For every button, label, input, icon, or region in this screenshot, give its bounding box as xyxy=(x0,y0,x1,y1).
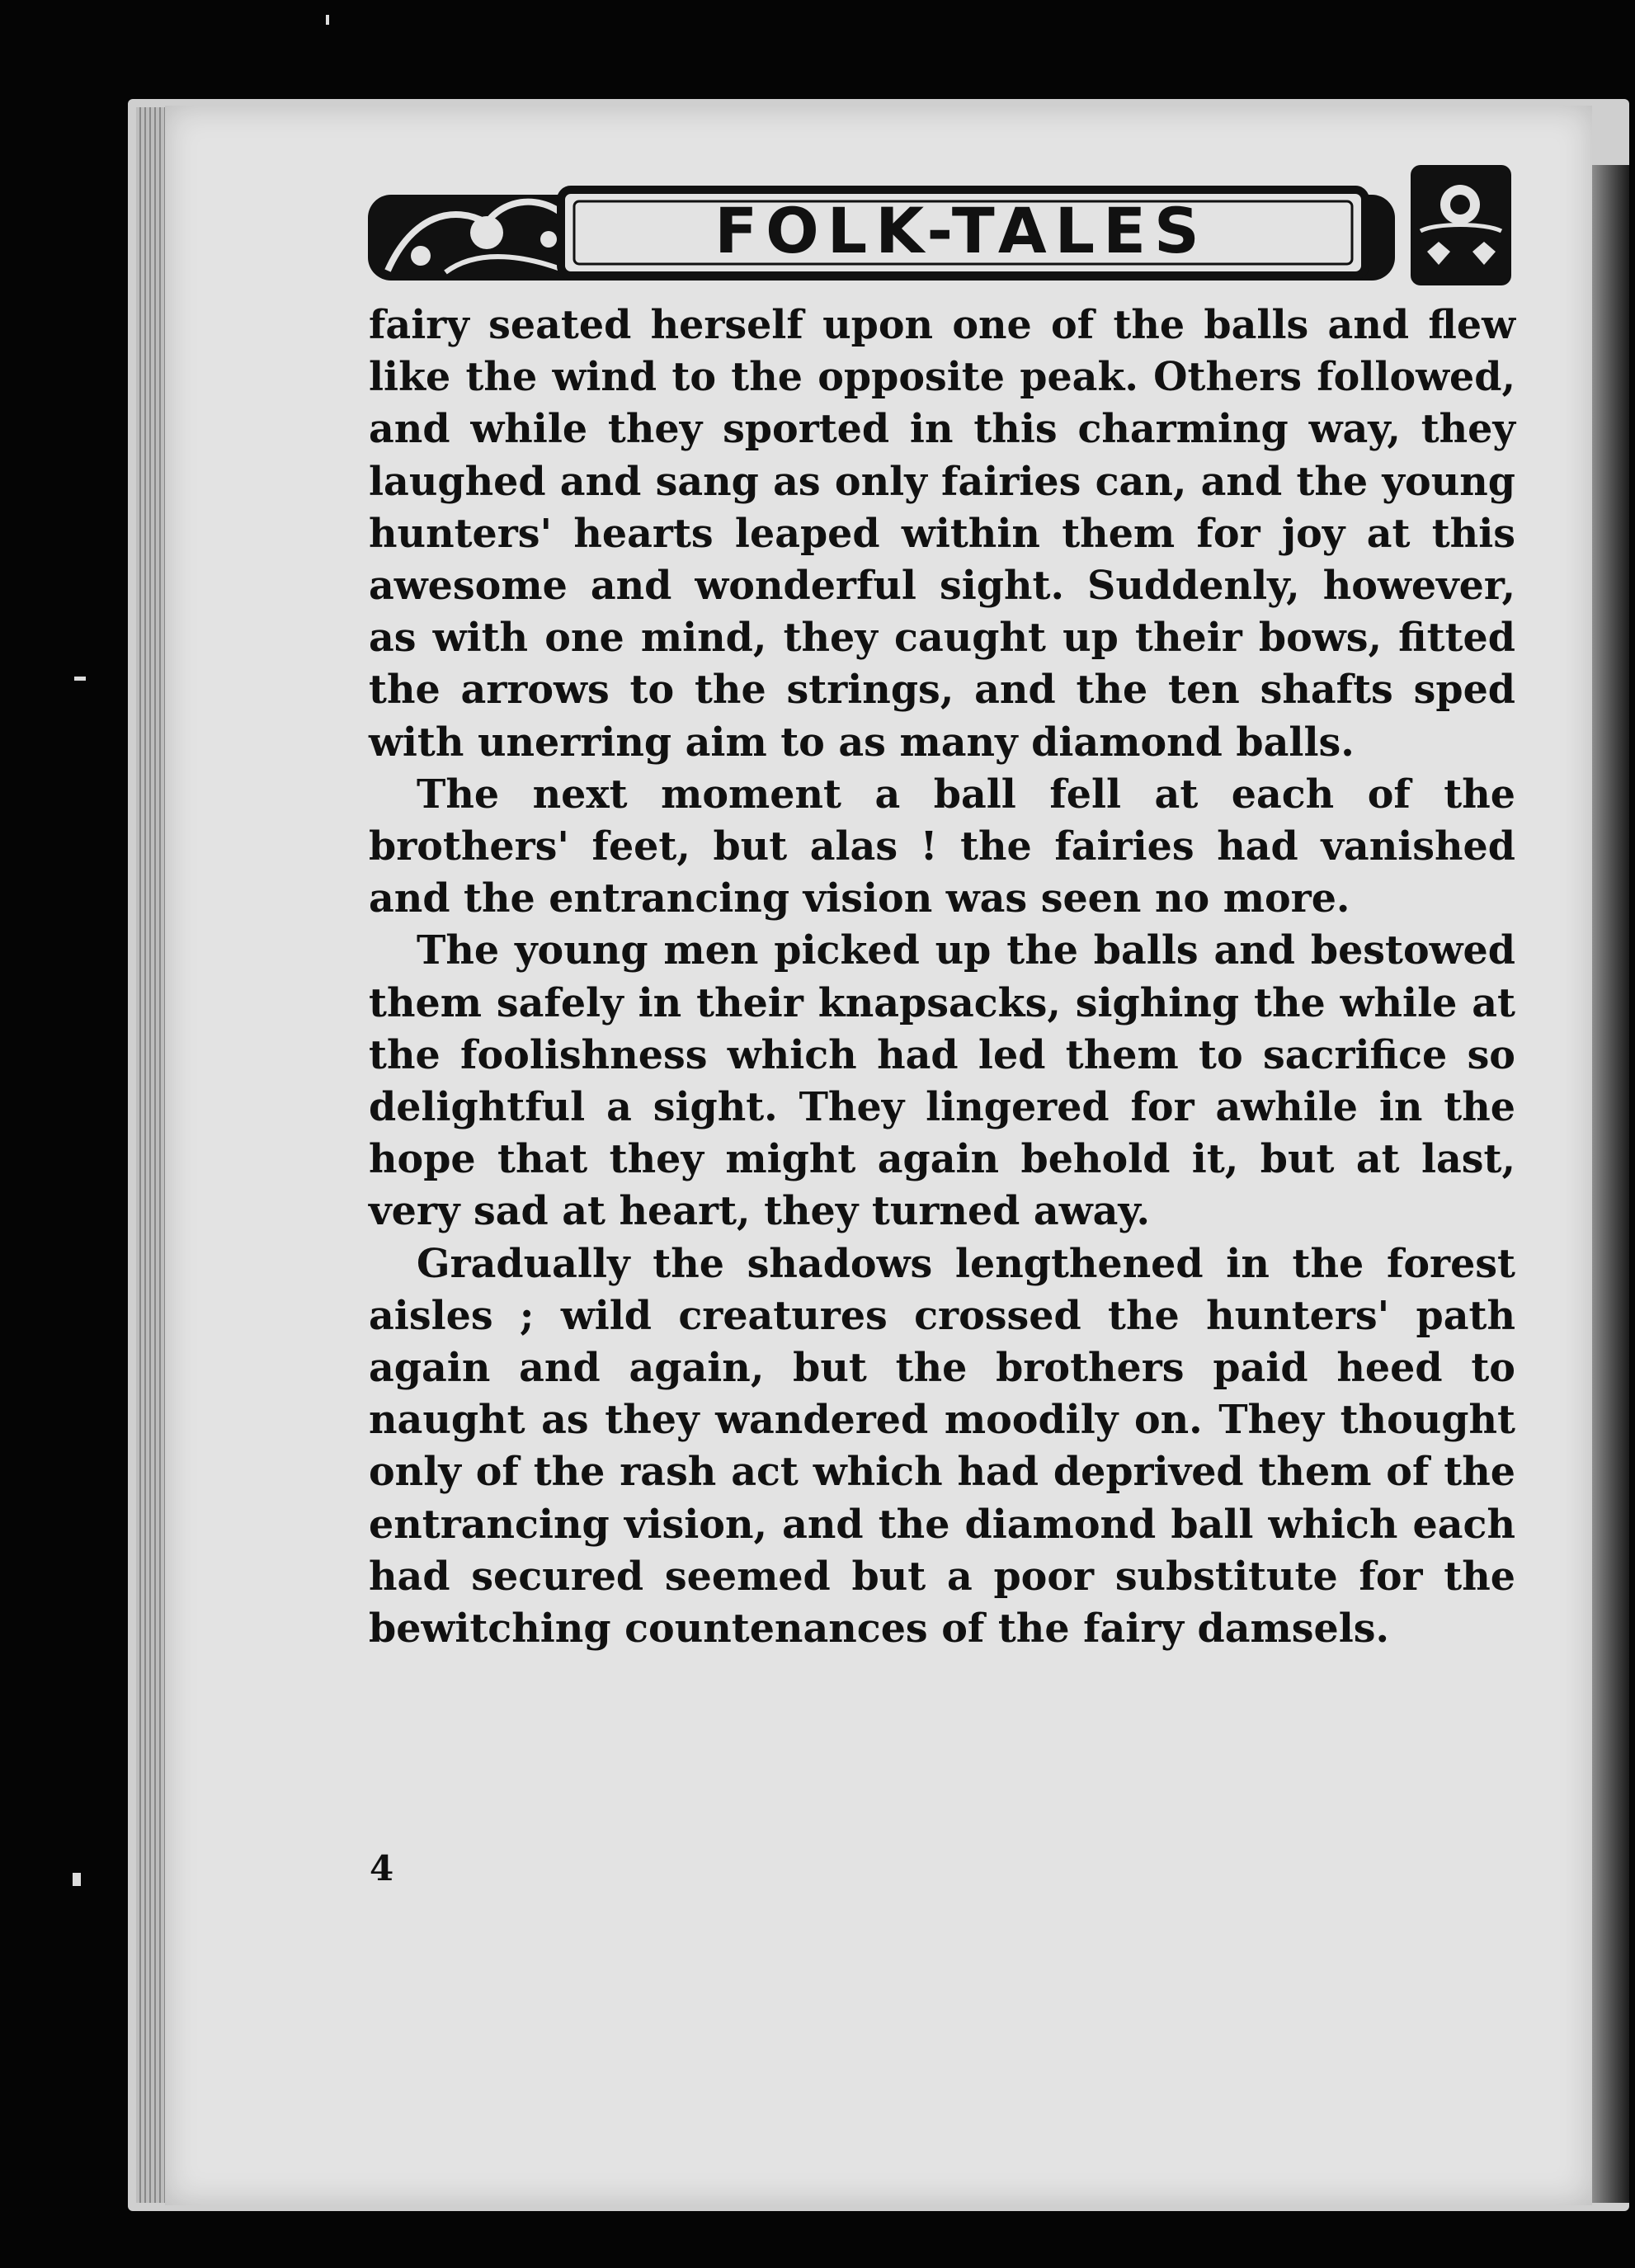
page-edges xyxy=(136,107,169,2203)
page-number: 4 xyxy=(370,1848,394,1888)
right-rose-ornament-icon xyxy=(1411,165,1511,285)
book-spine-shadow xyxy=(1588,165,1629,2203)
header-banner xyxy=(363,165,1514,297)
body-text xyxy=(369,299,1515,1655)
paragraph: Gradually the shadows lengthened in the forest aisles ; wild creatures crossed the hunters' path again and again, but the brothers paid heed to naught as they wandered moodily on. They thought only of the rash act which had deprived them of the entrancing vision, and the diamond ball which each had secured seemed but a poor substitute for the bewitching countenances of the fairy damsels. xyxy=(369,1240,1515,1653)
scan-speck xyxy=(326,15,329,25)
header-title: FOLK-TALES xyxy=(714,194,1208,267)
paragraph: fairy seated herself upon one of the balls and flew like the wind to the opposite peak. Others followed, and while they sported in this charming way, they laughed and sang as only fairies can, and the young hunters' hearts leaped within them for joy at this awesome and wonderful sight. Suddenly, however, as with one mind, they caught up their bows, fitted the arrows to the strings, and the ten shafts sped with unerring aim to as many diamond balls. xyxy=(369,302,1515,766)
scan-speck xyxy=(74,677,86,681)
paragraph: The young men picked up the balls and bestowed them safely in their knapsacks, sighing the while at the foolishness which had led them to sacrifice so delightful a sight. They lingered for awhile in the hope that they might again behold it, but at last, very sad at heart, they turned away. xyxy=(369,927,1515,1235)
header-ornament xyxy=(363,165,1514,297)
paragraph: The next moment a ball fell at each of the brothers' feet, but alas ! the fairies had vanished and the entrancing vision was seen no more. xyxy=(369,771,1515,922)
scan-speck xyxy=(73,1873,81,1886)
